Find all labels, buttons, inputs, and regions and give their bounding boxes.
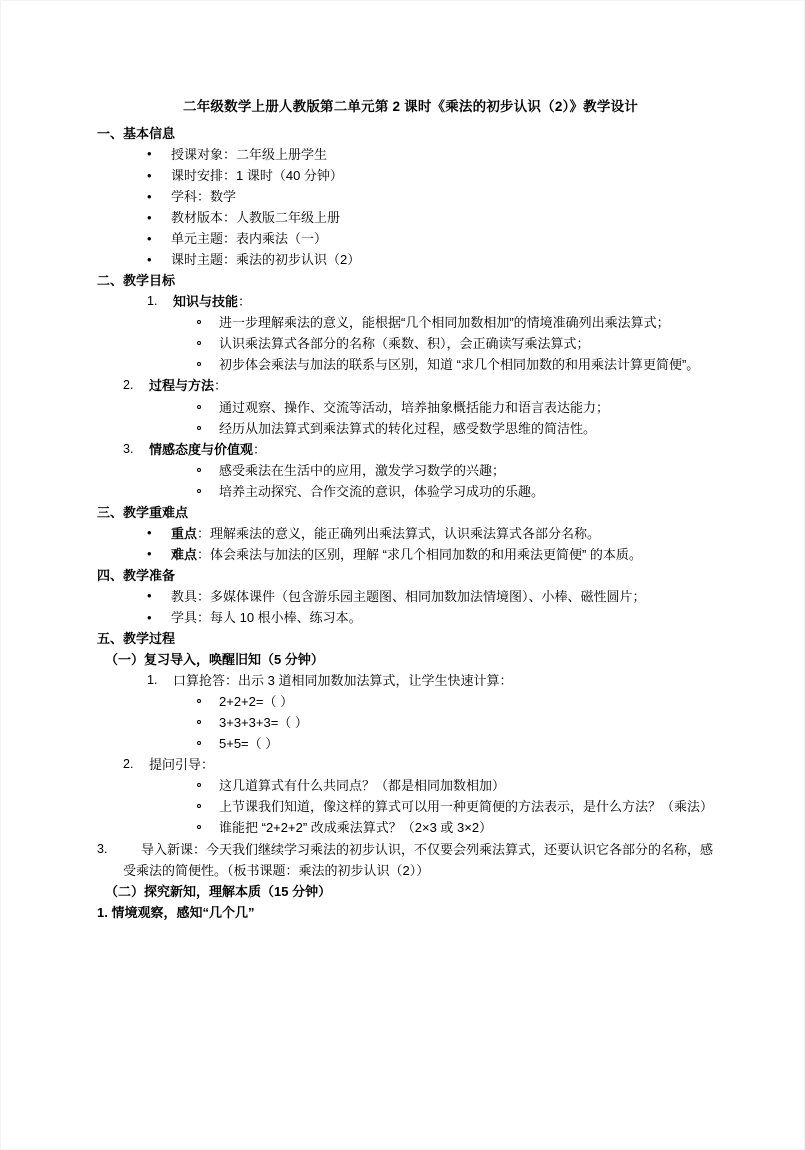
list-item: 经历从加法算式到乘法算式的转化过程，感受数学思维的简洁性。 <box>89 418 718 439</box>
key-points-list <box>89 523 718 565</box>
list-item: • 学科：数学 <box>89 186 718 207</box>
objectives-points-2 <box>89 397 718 439</box>
list-marker: 1. <box>147 294 158 309</box>
objective-colon: ： <box>253 441 267 457</box>
list-item <box>89 670 718 691</box>
list-item: 培养主动探究、合作交流的意识，体验学习成功的乐趣。 <box>89 481 718 502</box>
list-item: 2+2+2=（ ） <box>89 691 718 712</box>
key-point-text: 理解乘法的意义，能正确列出乘法算式，认识乘法算式各部分名称。 <box>210 525 601 541</box>
list-item: 5+5=（ ） <box>89 733 718 754</box>
list-item: • 单元主题：表内乘法（一） <box>89 228 718 249</box>
key-point-label: 难点 <box>171 546 198 562</box>
section-heading-preparation: 四、教学准备 <box>97 567 176 583</box>
list-item: 感受乘法在生活中的应用，激发学习数学的兴趣； <box>89 460 718 481</box>
list-item: 通过观察、操作、交流等活动，培养抽象概括能力和语言表达能力； <box>89 397 718 418</box>
key-point-text: 体会乘法与加法的区别，理解 “求几个相同加数的和用乘法更简便” 的本质。 <box>210 546 642 562</box>
part-one-step-1 <box>89 670 718 691</box>
question-list <box>89 775 718 838</box>
objectives-group-1 <box>89 291 718 312</box>
objectives-group-2 <box>89 375 718 396</box>
objectives-points-3 <box>89 460 718 502</box>
list-item: • 教具：多媒体课件（包含游乐园主题图、相同加数加法情境图）、小棒、磁性圆片； <box>89 586 718 607</box>
list-item: 上节课我们知道，像这样的算式可以用一种更简便的方法表示，是什么方法？（乘法） <box>89 796 718 817</box>
list-item: 进一步理解乘法的意义，能根据“几个相同加数相加”的情境准确列出乘法算式； <box>89 312 718 333</box>
objective-label: 知识与技能 <box>173 294 239 310</box>
list-item: 初步体会乘法与加法的联系与区别，知道 “求几个相同加数的和用乘法计算更简便”。 <box>89 354 718 375</box>
list-item: 这几道算式有什么共同点？（都是相同加数相加） <box>89 775 718 796</box>
objectives-points-1 <box>89 312 718 375</box>
subsection-heading-part-two-item-1: 1. 情境观察，感知“几个几” <box>97 904 255 920</box>
list-item <box>89 754 718 775</box>
list-item: 谁能把 “2+2+2” 改成乘法算式？（2×3 或 3×2） <box>89 817 718 838</box>
list-item <box>89 544 718 565</box>
list-item <box>89 439 718 460</box>
preparation-list <box>89 586 718 628</box>
list-item: 3+3+3+3=（ ） <box>89 712 718 733</box>
step-text: 提问引导： <box>149 757 215 773</box>
objective-label: 过程与方法 <box>149 378 215 394</box>
list-item <box>89 291 718 312</box>
list-item: • 课时主题：乘法的初步认识（2） <box>89 249 718 270</box>
key-point-colon: ： <box>197 546 211 562</box>
list-marker: 2. <box>123 378 134 393</box>
list-item <box>89 375 718 396</box>
step-text: 导入新课：今天我们继续学习乘法的初步认识，不仅要会列乘法算式，还要认识它各部分的名称，感受乘法的简便性。（板书课题：乘法的初步认识（2）） <box>123 841 714 878</box>
step-text: 口算抢答：出示 3 道相同加数加法算式，让学生快速计算： <box>173 673 513 689</box>
section-heading-key-points: 三、教学重难点 <box>97 504 189 520</box>
section-heading-basic-info: 一、基本信息 <box>97 125 176 141</box>
equation-list <box>89 691 718 754</box>
objective-colon: ： <box>214 378 228 394</box>
list-marker: 3. <box>97 841 108 856</box>
list-item: • 授课对象：二年级上册学生 <box>89 144 718 165</box>
document-body <box>1 1 805 923</box>
list-item: • 课时安排：1 课时（40 分钟） <box>89 165 718 186</box>
page-title: 二年级数学上册人教版第二单元第 2 课时《乘法的初步认识（2）》教学设计 <box>183 99 638 114</box>
list-item: • 学具：每人 10 根小棒、练习本。 <box>89 607 718 628</box>
key-point-colon: ： <box>197 525 211 541</box>
objective-label: 情感态度与价值观 <box>149 441 254 457</box>
key-point-label: 重点 <box>171 525 198 541</box>
list-marker: 2. <box>123 757 134 772</box>
list-marker: 1. <box>147 673 158 688</box>
section-heading-process: 五、教学过程 <box>97 631 176 647</box>
subsection-heading-part-two: （二）探究新知，理解本质（15 分钟） <box>105 883 332 899</box>
objectives-group-3 <box>89 439 718 460</box>
list-item <box>89 523 718 544</box>
list-item: • 教材版本：人教版二年级上册 <box>89 207 718 228</box>
part-one-step-3 <box>89 839 718 881</box>
part-one-step-2 <box>89 754 718 775</box>
list-marker: 3. <box>123 441 134 456</box>
objective-colon: ： <box>238 294 252 310</box>
section-heading-objectives: 二、教学目标 <box>97 273 176 289</box>
list-item: 认识乘法算式各部分的名称（乘数、积），会正确读写乘法算式； <box>89 333 718 354</box>
subsection-heading-part-one: （一）复习导入，唤醒旧知（5 分钟） <box>105 652 324 668</box>
basic-info-list <box>89 144 718 270</box>
